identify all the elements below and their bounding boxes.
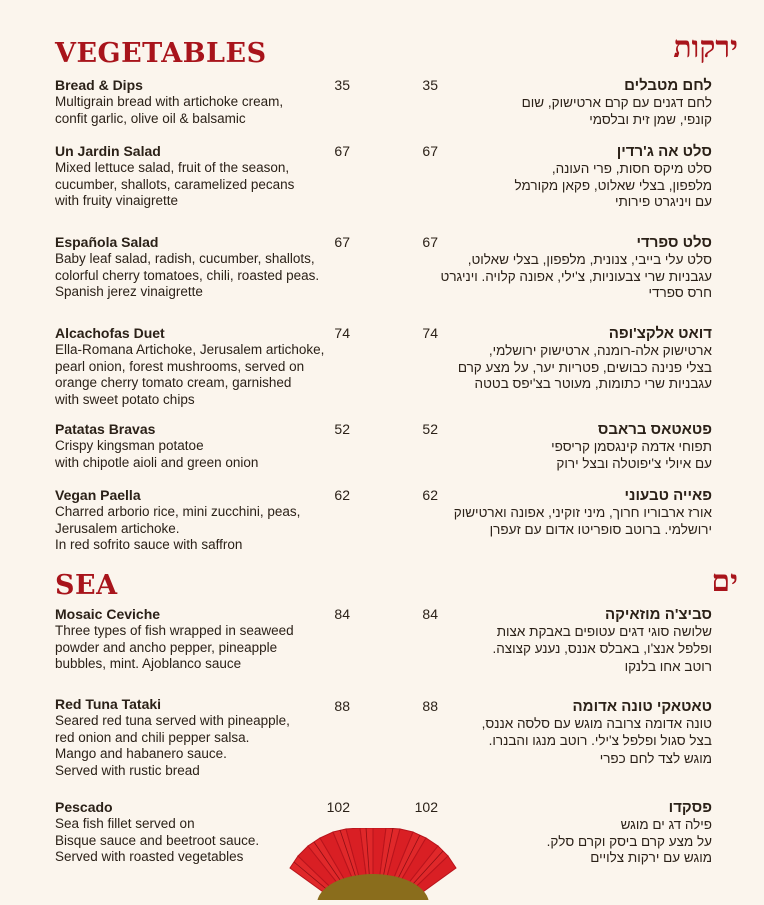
item-price-en: 67	[334, 143, 350, 159]
item-name: דואט אלקצ'ופה	[608, 325, 712, 342]
item-desc-line: מוגש עם ירקות צלויים	[590, 850, 712, 865]
item-price-en: 88	[334, 698, 350, 714]
section-title-vegetables-en: VEGETABLES	[55, 38, 267, 69]
menu-item-en	[55, 421, 355, 471]
item-desc-line: Seared red tuna served with pineapple,	[55, 713, 290, 728]
item-desc-line: סלט עלי בייבי, צנונית, מלפפון, בצלי שאלוט,	[467, 252, 712, 267]
item-desc-line: בצלי פנינה כבושים, פטריות יער, על מצע קרם	[457, 359, 712, 375]
item-price-en: 67	[334, 234, 350, 250]
item-desc-line: Mixed lettuce salad, fruit of the season,	[55, 160, 290, 175]
item-desc-line: Crispy kingsman potatoe	[55, 438, 204, 453]
item-desc-line: Bisque sauce and beetroot sauce.	[55, 832, 260, 848]
item-desc-line: Multigrain bread with artichoke cream,	[55, 94, 284, 109]
item-name: Un Jardin Salad	[55, 143, 161, 159]
item-name: סלט ספרדי	[636, 234, 712, 251]
menu-item-he	[412, 487, 712, 538]
menu-item-he	[412, 421, 712, 472]
item-desc-line: על מצע קרם ביסק וקרם סלק.	[546, 833, 712, 849]
item-name: פסקדו	[668, 799, 712, 816]
section-title-sea-he: ים	[711, 564, 738, 599]
item-desc-line: מלפפון, בצלי שאלוט, פקאן מקורמל	[514, 177, 712, 193]
item-desc-line: In red sofrito sauce with saffron	[55, 537, 243, 552]
item-desc-line: ירושלמי. ברוטב סופריטו אדום עם זעפרן	[489, 521, 712, 537]
item-name: טאטאקי טונה אדומה	[572, 698, 712, 715]
item-desc-line: רוטב אחו בלנקו	[624, 659, 712, 674]
item-desc-line: Charred arborio rice, mini zucchini, peas,	[55, 504, 301, 519]
item-desc-line: עם ויניגרט פירותי	[614, 194, 712, 209]
item-desc-line: colorful cherry tomatoes, chili, roasted peas.	[55, 267, 320, 283]
item-name: Española Salad	[55, 234, 159, 250]
item-desc-line: עגבניות שרי צבעוניות, צ'ילי, אפונה קלויה. ויניגרט	[440, 268, 712, 284]
item-desc-line: מוגש לצד לחם כפרי	[599, 751, 712, 766]
section-title-vegetables-he: ירקות	[673, 30, 738, 65]
item-desc-line: עגבניות שרי כתומות, מעוטר בצ'יפס בטטה	[474, 376, 712, 391]
item-desc-line: עם איולי צ'יפוטלה ובצל ירוק	[556, 455, 712, 471]
item-price-en: 62	[334, 487, 350, 503]
item-desc-line: Served with rustic bread	[55, 762, 200, 778]
item-price-he: 62	[422, 487, 438, 503]
item-price-en: 102	[326, 799, 350, 815]
menu-item-he	[412, 325, 712, 393]
item-name: Vegan Paella	[55, 487, 141, 503]
menu-item-en	[55, 325, 355, 408]
item-desc-line: אורז ארבוריו חרוך, מיני זוקיני, אפונה וארטישוק	[453, 505, 712, 520]
item-price-he: 67	[422, 143, 438, 159]
menu-item-en	[55, 234, 355, 301]
item-desc-line: orange cherry tomato cream, garnished	[55, 375, 292, 390]
item-desc-line: Served with roasted vegetables	[55, 849, 244, 864]
item-desc-line: pearl onion, forest mushrooms, served on	[55, 358, 305, 374]
item-name: Patatas Bravas	[55, 421, 156, 437]
item-desc-line: ארטישוק אלה-רומנה, ארטישוק ירושלמי,	[488, 343, 712, 358]
item-name: Alcachofas Duet	[55, 325, 165, 341]
menu-item-en	[55, 606, 355, 673]
item-desc-line: with chipotle aioli and green onion	[55, 454, 259, 470]
item-price-en: 35	[334, 77, 350, 93]
item-desc-line: Ella-Romana Artichoke, Jerusalem artichoke,	[55, 342, 325, 357]
menu-item-he	[412, 143, 712, 211]
item-desc-line: confit garlic, olive oil & balsamic	[55, 110, 246, 126]
item-price-he: 84	[422, 606, 438, 622]
item-name: Red Tuna Tataki	[55, 696, 162, 712]
item-desc-line: שלושה סוגי דגים עטופים באבקת אצות	[496, 624, 712, 639]
menu-item-he	[412, 77, 712, 128]
item-desc-line: קונפי, שמן זית ובלסמי	[589, 111, 712, 127]
menu-item-en	[55, 77, 355, 127]
item-desc-line: Three types of fish wrapped in seaweed	[55, 623, 294, 638]
item-name: Mosaic Ceviche	[55, 606, 161, 622]
item-name: פאייה טבעוני	[624, 487, 712, 504]
item-desc-line: Baby leaf salad, radish, cucumber, shallots,	[55, 251, 315, 266]
item-desc-line: Mango and habanero sauce.	[55, 746, 227, 761]
item-price-he: 74	[422, 325, 438, 341]
item-name: Pescado	[55, 799, 113, 815]
menu-item-en	[55, 143, 355, 210]
item-price-en: 74	[334, 325, 350, 341]
item-desc-line: פילה דג ים מוגש	[620, 817, 712, 832]
item-name: לחם מטבלים	[624, 77, 712, 94]
item-name: סביצ'ה מוזאיקה	[604, 606, 712, 623]
section-title-sea-en: SEA	[55, 570, 118, 601]
item-desc-line: לחם דגנים עם קרם ארטישוק, שום	[521, 95, 712, 110]
item-desc-line: red onion and chili pepper salsa.	[55, 729, 250, 745]
menu-item-en	[55, 487, 355, 554]
menu-item-he	[412, 606, 712, 676]
item-desc-line: Sea fish fillet served on	[55, 816, 195, 831]
item-price-he: 67	[422, 234, 438, 250]
item-desc-line: powder and ancho pepper, pineapple	[55, 639, 278, 655]
item-price-he: 102	[414, 799, 438, 815]
item-price-he: 52	[422, 421, 438, 437]
menu-item-he	[412, 234, 712, 302]
item-price-en: 52	[334, 421, 350, 437]
item-desc-line: חרס ספרדי	[648, 285, 712, 300]
menu-item-he	[412, 698, 712, 768]
item-desc-line: תפוחי אדמה קינגסמן קריספי	[551, 439, 712, 454]
item-price-he: 88	[422, 698, 438, 714]
item-desc-line: Jerusalem artichoke.	[55, 520, 180, 536]
spanish-fan-icon	[288, 828, 458, 905]
item-desc-line: with fruity vinaigrette	[55, 193, 179, 208]
item-desc-line: ופלפל אנצ'ו, באבלס אננס, נענע קצוצה.	[492, 640, 712, 656]
item-desc-line: with sweet potato chips	[55, 391, 195, 407]
item-desc-line: cucumber, shallots, caramelized pecans	[55, 176, 295, 192]
item-name: פטאטאס בראבס	[597, 421, 712, 438]
item-price-en: 84	[334, 606, 350, 622]
item-desc-line: סלט מיקס חסות, פרי העונה,	[551, 161, 712, 176]
item-desc-line: bubbles, mint. Ajoblanco sauce	[55, 656, 242, 671]
item-desc-line: Spanish jerez vinaigrette	[55, 284, 203, 299]
item-name: סלט אה ג'רדין	[616, 143, 712, 160]
menu-item-en	[55, 696, 355, 779]
item-desc-line: טונה אדומה צרובה מוגש עם סלסה אננס,	[481, 716, 712, 731]
item-desc-line: בצל סגול ופלפל צ'ילי. רוטב מנגו והבנרו.	[488, 732, 712, 748]
item-name: Bread & Dips	[55, 77, 143, 93]
item-price-he: 35	[422, 77, 438, 93]
